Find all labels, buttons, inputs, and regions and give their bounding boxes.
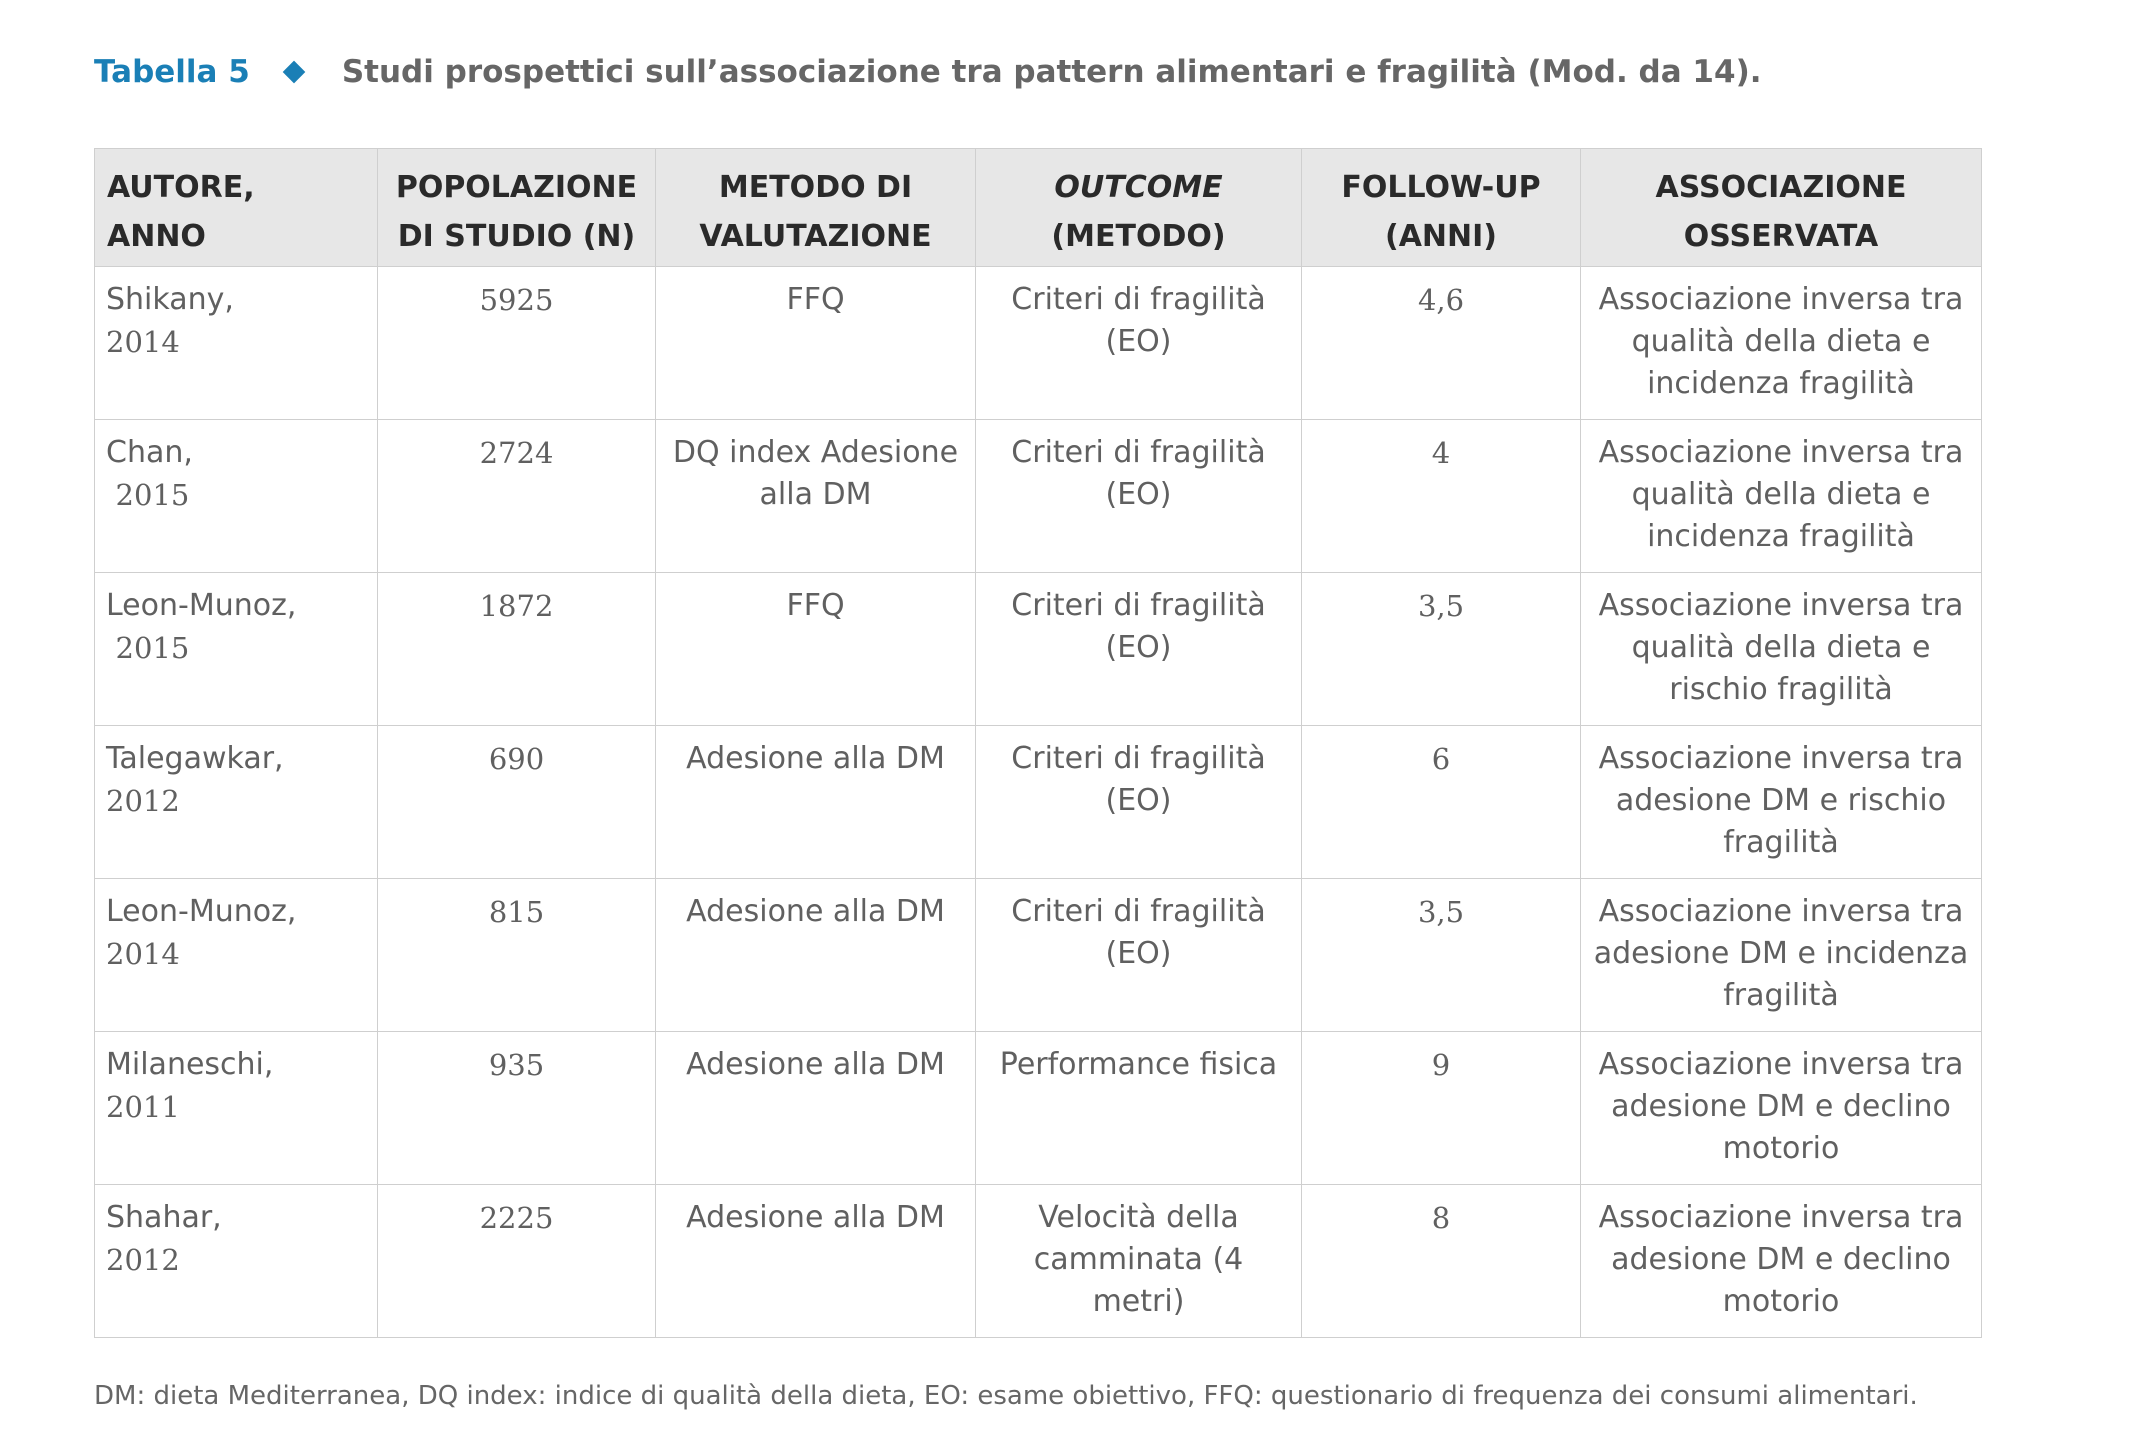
cell-followup <box>1302 726 1581 879</box>
cell-association: Associazione inversa tra qualità della dieta e incidenza fragilità <box>1581 267 1982 420</box>
table-row <box>95 267 1982 420</box>
header-method-line1: METODO DI <box>718 170 913 205</box>
cell-year: 2011 <box>106 1090 180 1124</box>
followup-value: 6 <box>1431 742 1451 776</box>
cell-author-year <box>95 1185 378 1338</box>
header-population-line1: POPOLAZIONE <box>395 170 638 205</box>
followup-value: 4 <box>1431 436 1451 470</box>
header-followup-line1: FOLLOW-UP <box>1341 170 1541 205</box>
population-value: 690 <box>488 742 545 776</box>
followup-value: 3,5 <box>1417 589 1465 623</box>
cell-population <box>378 1032 656 1185</box>
table-footnote: DM: dieta Mediterranea, DQ index: indice di qualità della dieta, EO: esame obiettivo, FFQ: questionario di frequenza dei consumi alimentari. <box>94 1381 1918 1411</box>
header-followup <box>1302 149 1581 267</box>
cell-author-year <box>95 573 378 726</box>
header-population-line2: DI STUDIO (N) <box>397 219 636 254</box>
diamond-icon <box>283 61 306 84</box>
cell-population <box>378 573 656 726</box>
header-population <box>378 149 656 267</box>
cell-outcome: Criteri di fragilità (EO) <box>976 267 1302 420</box>
cell-association: Associazione inversa tra qualità della dieta e rischio fragilità <box>1581 573 1982 726</box>
cell-method: DQ index Adesione alla DM <box>656 420 976 573</box>
cell-followup <box>1302 879 1581 1032</box>
cell-author: Milaneschi, <box>106 1047 274 1082</box>
population-value: 815 <box>488 895 545 929</box>
header-outcome <box>976 149 1302 267</box>
cell-author: Shahar, <box>106 1200 222 1235</box>
header-author-year <box>95 149 378 267</box>
cell-followup <box>1302 267 1581 420</box>
cell-method: Adesione alla DM <box>656 726 976 879</box>
population-value: 2724 <box>479 436 554 470</box>
population-value: 2225 <box>479 1201 554 1235</box>
cell-year: 2012 <box>106 784 180 818</box>
header-author-line1: AUTORE, <box>107 170 255 205</box>
cell-year: 2012 <box>106 1243 180 1277</box>
cell-population <box>378 726 656 879</box>
cell-author: Chan, <box>106 435 193 470</box>
cell-year: 2014 <box>106 325 180 359</box>
cell-outcome: Criteri di fragilità (EO) <box>976 879 1302 1032</box>
cell-outcome: Criteri di fragilità (EO) <box>976 726 1302 879</box>
followup-value: 4,6 <box>1417 283 1465 317</box>
table-header-row <box>95 149 1982 267</box>
cell-author: Shikany, <box>106 282 234 317</box>
table-row <box>95 1185 1982 1338</box>
caption-label: Tabella 5 <box>94 54 250 90</box>
cell-outcome: Criteri di fragilità (EO) <box>976 573 1302 726</box>
cell-author: Leon-Munoz, <box>106 894 297 929</box>
population-value: 5925 <box>479 283 554 317</box>
header-association <box>1581 149 1982 267</box>
header-author-line2: ANNO <box>107 219 206 254</box>
cell-followup <box>1302 1032 1581 1185</box>
header-association-line1: ASSOCIAZIONE <box>1655 170 1907 205</box>
cell-association: Associazione inversa tra adesione DM e incidenza fragilità <box>1581 879 1982 1032</box>
cell-population <box>378 879 656 1032</box>
followup-value: 9 <box>1431 1048 1451 1082</box>
cell-followup <box>1302 573 1581 726</box>
table-row <box>95 1032 1982 1185</box>
header-outcome-line2: (METODO) <box>1051 219 1226 254</box>
table-caption <box>94 50 1762 94</box>
cell-method: Adesione alla DM <box>656 1032 976 1185</box>
table-row <box>95 726 1982 879</box>
caption-title: Studi prospettici sull’associazione tra pattern alimentari e fragilità (Mod. da 14). <box>341 54 1762 90</box>
cell-population <box>378 1185 656 1338</box>
studies-table <box>94 148 1982 1338</box>
cell-association: Associazione inversa tra qualità della dieta e incidenza fragilità <box>1581 420 1982 573</box>
cell-author-year <box>95 879 378 1032</box>
table-row <box>95 879 1982 1032</box>
cell-association: Associazione inversa tra adesione DM e rischio fragilità <box>1581 726 1982 879</box>
cell-method: FFQ <box>656 573 976 726</box>
table-row <box>95 420 1982 573</box>
followup-value: 8 <box>1431 1201 1451 1235</box>
cell-author-year <box>95 726 378 879</box>
cell-association: Associazione inversa tra adesione DM e declino motorio <box>1581 1032 1982 1185</box>
cell-author-year <box>95 267 378 420</box>
header-outcome-line1: OUTCOME <box>1054 170 1223 205</box>
cell-followup <box>1302 420 1581 573</box>
cell-association: Associazione inversa tra adesione DM e declino motorio <box>1581 1185 1982 1338</box>
header-association-line2: OSSERVATA <box>1683 219 1879 254</box>
cell-population <box>378 420 656 573</box>
followup-value: 3,5 <box>1417 895 1465 929</box>
header-method-line2: VALUTAZIONE <box>699 219 932 254</box>
population-value: 1872 <box>479 589 554 623</box>
cell-author: Talegawkar, <box>106 741 284 776</box>
header-method <box>656 149 976 267</box>
cell-outcome: Velocità della camminata (4 metri) <box>976 1185 1302 1338</box>
cell-outcome: Criteri di fragilità (EO) <box>976 420 1302 573</box>
cell-outcome: Performance fisica <box>976 1032 1302 1185</box>
header-followup-line2: (ANNI) <box>1384 219 1498 254</box>
table-row <box>95 573 1982 726</box>
cell-year: 2015 <box>115 631 190 665</box>
cell-author-year <box>95 420 378 573</box>
cell-author-year <box>95 1032 378 1185</box>
population-value: 935 <box>488 1048 545 1082</box>
cell-followup <box>1302 1185 1581 1338</box>
cell-method: FFQ <box>656 267 976 420</box>
cell-year: 2014 <box>106 937 180 971</box>
cell-method: Adesione alla DM <box>656 1185 976 1338</box>
cell-population <box>378 267 656 420</box>
cell-method: Adesione alla DM <box>656 879 976 1032</box>
cell-author: Leon-Munoz, <box>106 588 297 623</box>
cell-year: 2015 <box>115 478 190 512</box>
